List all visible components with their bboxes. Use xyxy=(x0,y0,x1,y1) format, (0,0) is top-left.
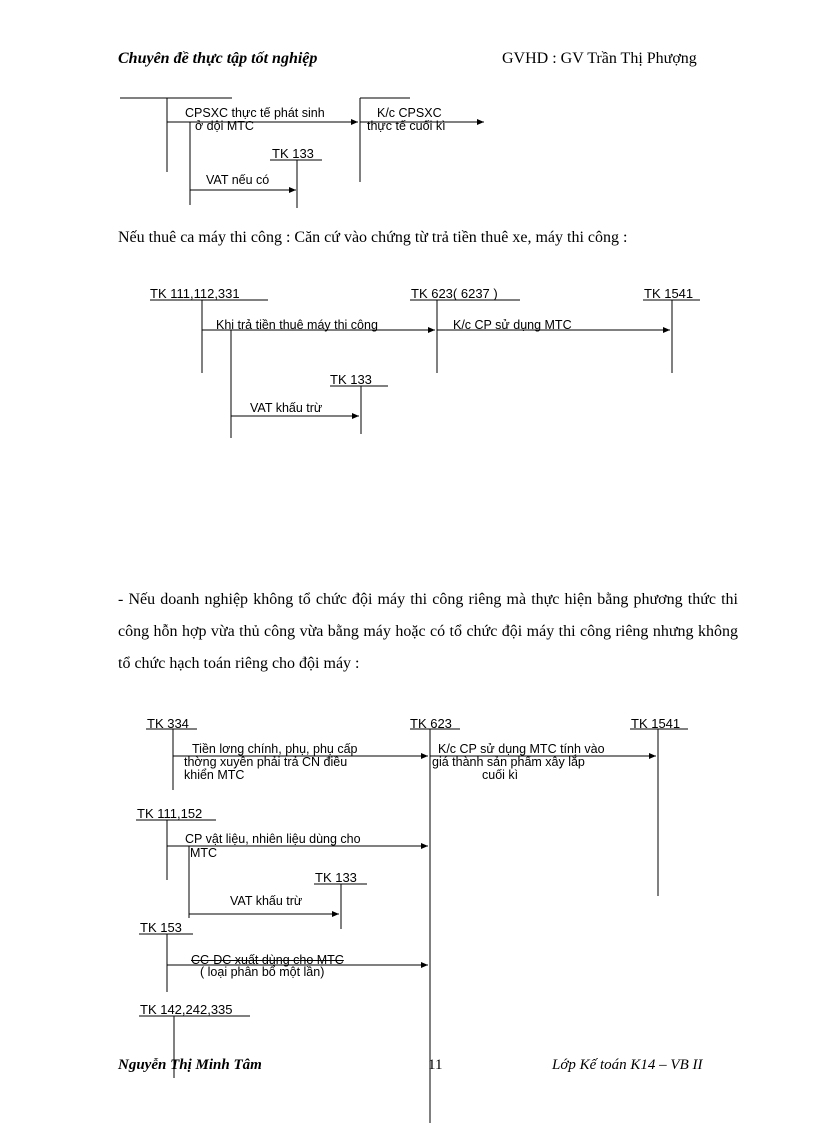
d2-label-rent: Khi trả tiền thuê máy thi công xyxy=(216,318,378,332)
d3-label-material-2: MTC xyxy=(190,846,218,860)
d3-label-tools-2: ( loại phân bổ một lần) xyxy=(200,965,325,979)
d1-label-kc-2: thực tế cuối kì xyxy=(367,119,446,133)
d3-label-tools-1: CC-DC xuất dùng cho MTC xyxy=(191,953,344,967)
d3-label-salary-1: Tiền lơng chính, phụ, phụ cấp xyxy=(192,742,358,756)
d1-label-vat: VAT nếu có xyxy=(206,173,270,187)
d3-label-kc-3: cuối kì xyxy=(482,768,519,782)
d3-account-tk111: TK 111,152 xyxy=(137,806,203,821)
d2-account-b: TK 623( 6237 ) xyxy=(411,286,498,301)
d3-account-tk142: TK 142,242,335 xyxy=(140,1002,233,1017)
d3-label-material-1: CP vật liệu, nhiên liệu dùng cho xyxy=(185,832,361,846)
d2-label-vat: VAT khấu trừ xyxy=(250,401,323,415)
header-title: Chuyên đề thực tập tốt nghiệp xyxy=(118,50,318,67)
d3-label-salary-2: thờng xuyên phải trả CN điều xyxy=(184,755,348,769)
d3-account-tk623: TK 623 xyxy=(410,716,452,731)
d1-label-kc-1: K/c CPSXC xyxy=(377,106,442,120)
d3-label-vat: VAT khấu trừ xyxy=(230,894,303,908)
d1-label-cpsxc-2: ở đội MTC xyxy=(195,119,254,133)
paragraph-mixed-method: - Nếu doanh nghiệp không tổ chức đội máy thi công riêng mà thực hiện bằng phương thức thi công hỗn hợp vừa thủ công vừa bằng máy hoặc có tổ chức đội máy thi công riêng nhưng không tổ chức hạch toán riêng cho đội máy : xyxy=(118,591,738,672)
paragraph-rent-machine: Nếu thuê ca máy thi công : Căn cứ vào chứng từ trả tiền thuê xe, máy thi công : xyxy=(118,229,628,246)
d3-account-tk133: TK 133 xyxy=(315,870,357,885)
d3-label-salary-3: khiển MTC xyxy=(184,768,245,782)
d3-label-kc-1: K/c CP sử dụng MTC tính vào xyxy=(438,742,605,756)
header-supervisor: GVHD : GV Trần Thị Phượng xyxy=(502,50,697,67)
d1-label-cpsxc-1: CPSXC thực tế phát sinh xyxy=(185,106,325,120)
d2-account-c: TK 1541 xyxy=(644,286,694,301)
d3-account-tk153: TK 153 xyxy=(140,920,182,935)
d3-label-kc-2: giá thành sản phẩm xây lắp xyxy=(432,755,585,769)
d2-account-tk133: TK 133 xyxy=(330,372,372,387)
d2-account-a: TK 111,112,331 xyxy=(150,286,240,301)
d3-account-tk1541: TK 1541 xyxy=(631,716,681,731)
footer-class: Lớp Kế toán K14 – VB II xyxy=(552,1057,703,1073)
footer-page-number: 11 xyxy=(428,1057,443,1073)
footer-author: Nguyễn Thị Minh Tâm xyxy=(118,1057,262,1073)
d3-account-tk334: TK 334 xyxy=(147,716,189,731)
d1-account-tk133: TK 133 xyxy=(272,146,314,161)
d2-label-kc: K/c CP sử dụng MTC xyxy=(453,318,572,332)
